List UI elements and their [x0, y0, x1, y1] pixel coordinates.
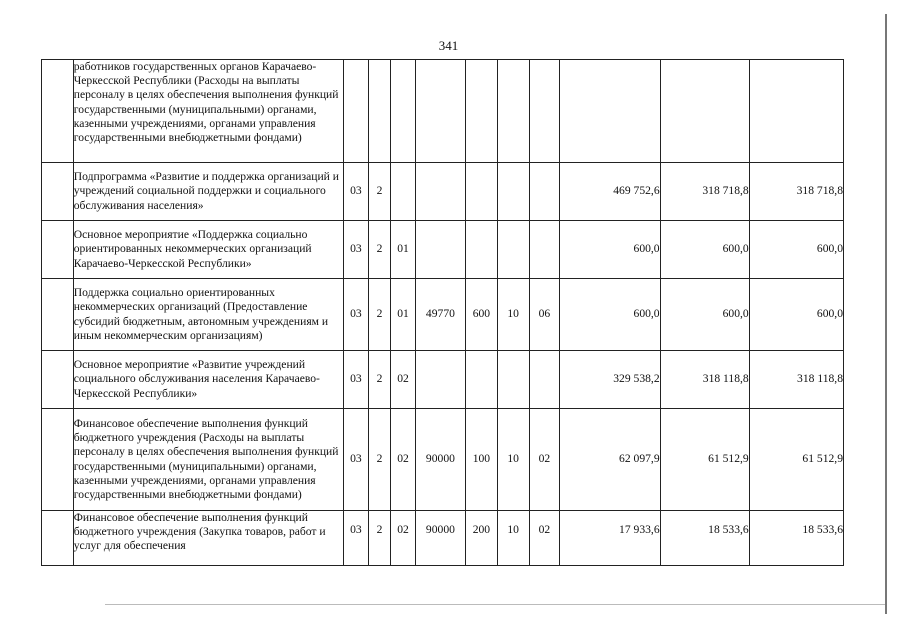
table-row [42, 279, 844, 351]
sum2-cell: 18 533,6 [660, 511, 749, 566]
vr-code-cell [466, 60, 498, 163]
sum3-cell: 318 118,8 [749, 351, 843, 409]
direction-code-cell: 49770 [415, 279, 465, 351]
gp-code-cell: 03 [344, 163, 369, 221]
om-code-cell: 02 [391, 511, 416, 566]
vr-code-cell: 600 [466, 279, 498, 351]
table-row [42, 221, 844, 279]
table-row [42, 351, 844, 409]
pp-code-cell: 2 [368, 351, 391, 409]
row-marker-cell [42, 221, 74, 279]
table-row [42, 511, 844, 566]
pp-code-cell: 2 [368, 511, 391, 566]
sum3-cell: 318 718,8 [749, 163, 843, 221]
direction-code-cell [415, 221, 465, 279]
rz-code-cell: 10 [497, 409, 529, 511]
sum1-cell: 62 097,9 [560, 409, 660, 511]
direction-code-cell [415, 60, 465, 163]
description-cell: Поддержка социально ориентированных некоммерческих организаций (Предоставление субсидий бюджетным, автономным учреждениям и иным некоммерческим организациям) [73, 279, 343, 351]
gp-code-cell: 03 [344, 409, 369, 511]
sum2-cell: 61 512,9 [660, 409, 749, 511]
sum3-cell [749, 60, 843, 163]
direction-code-cell: 90000 [415, 409, 465, 511]
row-marker-cell [42, 351, 74, 409]
row-marker-cell [42, 279, 74, 351]
page-edge-line [885, 14, 887, 614]
pr-code-cell [529, 351, 560, 409]
table-row [42, 60, 844, 163]
om-code-cell [391, 60, 416, 163]
sum1-cell: 469 752,6 [560, 163, 660, 221]
table-row [42, 163, 844, 221]
budget-table [41, 59, 844, 566]
pr-code-cell [529, 163, 560, 221]
description-cell: Подпрограмма «Развитие и поддержка организаций и учреждений социальной поддержки и социального обслуживания населения» [73, 163, 343, 221]
pr-code-cell: 02 [529, 409, 560, 511]
pp-code-cell: 2 [368, 409, 391, 511]
om-code-cell: 02 [391, 351, 416, 409]
budget-table-body [42, 60, 844, 566]
sum1-cell: 600,0 [560, 221, 660, 279]
gp-code-cell: 03 [344, 279, 369, 351]
sum3-cell: 18 533,6 [749, 511, 843, 566]
table-row [42, 409, 844, 511]
direction-code-cell [415, 351, 465, 409]
gp-code-cell: 03 [344, 511, 369, 566]
sum3-cell: 600,0 [749, 279, 843, 351]
sum2-cell: 600,0 [660, 279, 749, 351]
vr-code-cell: 100 [466, 409, 498, 511]
row-marker-cell [42, 511, 74, 566]
sum1-cell: 17 933,6 [560, 511, 660, 566]
vr-code-cell [466, 163, 498, 221]
description-cell: работников государственных органов Карачаево-Черкесской Республики (Расходы на выплаты персоналу в целях обеспечения выполнения функций государственными (муниципальными) органами, казенными учреждениями, органами управления государственными внебюджетными фондами) [73, 60, 343, 163]
row-marker-cell [42, 163, 74, 221]
description-cell: Основное мероприятие «Поддержка социально ориентированных некоммерческих организаций Карачаево-Черкесской Республики» [73, 221, 343, 279]
sum3-cell: 600,0 [749, 221, 843, 279]
rz-code-cell: 10 [497, 279, 529, 351]
pr-code-cell: 06 [529, 279, 560, 351]
gp-code-cell [344, 60, 369, 163]
page-number: 341 [438, 38, 459, 53]
sum2-cell: 600,0 [660, 221, 749, 279]
sum1-cell: 329 538,2 [560, 351, 660, 409]
rz-code-cell [497, 351, 529, 409]
description-cell: Финансовое обеспечение выполнения функций бюджетного учреждения (Закупка товаров, работ и услуг для обеспечения [73, 511, 343, 566]
sum2-cell: 318 718,8 [660, 163, 749, 221]
sum1-cell [560, 60, 660, 163]
sum2-cell [660, 60, 749, 163]
rz-code-cell [497, 221, 529, 279]
gp-code-cell: 03 [344, 221, 369, 279]
om-code-cell [391, 163, 416, 221]
pp-code-cell: 2 [368, 279, 391, 351]
om-code-cell: 01 [391, 221, 416, 279]
pp-code-cell: 2 [368, 221, 391, 279]
sum3-cell: 61 512,9 [749, 409, 843, 511]
rz-code-cell: 10 [497, 511, 529, 566]
vr-code-cell [466, 221, 498, 279]
page-bottom-divider [105, 604, 885, 605]
pp-code-cell [368, 60, 391, 163]
pr-code-cell [529, 221, 560, 279]
direction-code-cell: 90000 [415, 511, 465, 566]
description-cell: Финансовое обеспечение выполнения функций бюджетного учреждения (Расходы на выплаты персоналу в целях обеспечения выполнения функций государственными (муниципальными) органами, казенными учреждениями, органами управления государственными внебюджетными фондами) [73, 409, 343, 511]
pr-code-cell: 02 [529, 511, 560, 566]
rz-code-cell [497, 163, 529, 221]
row-marker-cell [42, 409, 74, 511]
om-code-cell: 01 [391, 279, 416, 351]
gp-code-cell: 03 [344, 351, 369, 409]
description-cell: Основное мероприятие «Развитие учреждений социального обслуживания населения Карачаево-Черкесской Республики» [73, 351, 343, 409]
rz-code-cell [497, 60, 529, 163]
vr-code-cell [466, 351, 498, 409]
sum2-cell: 318 118,8 [660, 351, 749, 409]
direction-code-cell [415, 163, 465, 221]
pp-code-cell: 2 [368, 163, 391, 221]
pr-code-cell [529, 60, 560, 163]
vr-code-cell: 200 [466, 511, 498, 566]
sum1-cell: 600,0 [560, 279, 660, 351]
om-code-cell: 02 [391, 409, 416, 511]
row-marker-cell [42, 60, 74, 163]
